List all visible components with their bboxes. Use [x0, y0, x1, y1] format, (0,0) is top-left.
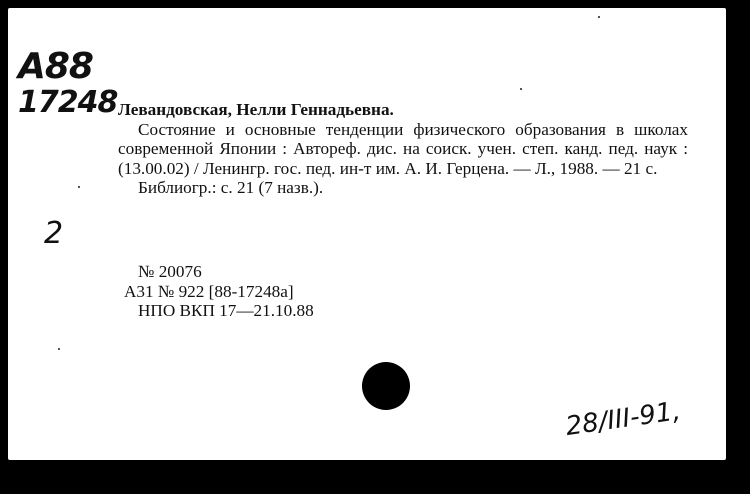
call-mark-line-1: A88 [18, 46, 93, 87]
index-line: А31 № 922 [88-17248a] [124, 281, 294, 301]
call-mark-line-2: 17248 [18, 85, 118, 120]
call-mark [18, 48, 118, 120]
speck [598, 16, 600, 18]
title-description: Состояние и основные тенденции физического образования в школах современной Японии : Автореф. дис. на соиск. учен. степ. канд. пед. наук : (13.00.02) / Ленингр. гос. пед. ин-т им. А. И. Герцена. — Л., 1988. — 21 с. [118, 119, 688, 178]
handwritten-date-note: 28/III-91, [563, 396, 683, 442]
speck [520, 88, 522, 90]
bibliography-note: Библиогр.: с. 21 (7 назв.). [138, 178, 324, 197]
catalog-card [8, 8, 726, 460]
npo-line: НПО ВКП 17—21.10.88 [138, 301, 314, 320]
speck [58, 348, 60, 350]
author-name: Левандовская, Нелли Геннадьевна. [118, 100, 394, 119]
handwritten-side-note: 2 [44, 216, 64, 251]
punch-hole [362, 362, 410, 410]
catalog-numbers [124, 262, 314, 321]
speck [78, 186, 80, 188]
record-number: № 20076 [138, 262, 202, 281]
bibliographic-entry [118, 100, 688, 198]
